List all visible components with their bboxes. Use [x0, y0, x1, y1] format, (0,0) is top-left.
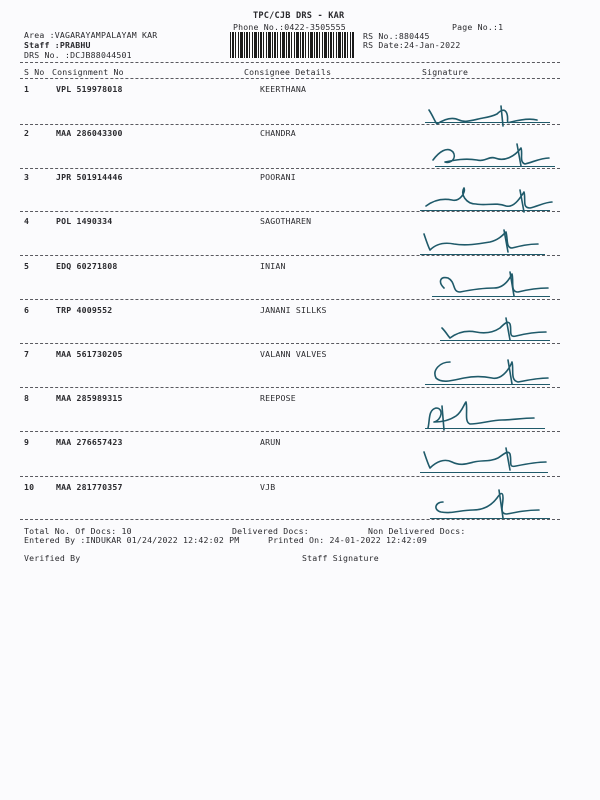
signature-scribble	[425, 140, 555, 176]
staff-signature: Staff Signature	[302, 553, 379, 563]
non-delivered-docs: Non Delivered Docs:	[368, 526, 466, 536]
column-header-signature: Signature	[422, 67, 469, 77]
printed-on: Printed On: 24-01-2022 12:42:09	[268, 535, 428, 545]
signature-scribble	[420, 184, 555, 218]
row-divider	[20, 476, 560, 477]
signature-scribble	[438, 314, 553, 346]
header-divider-bottom	[20, 78, 560, 79]
row-sno: 8	[24, 393, 30, 403]
column-header-consignee: Consignee Details	[244, 67, 332, 77]
column-header-sno: S No	[24, 67, 45, 77]
row-consignment: EDQ 60271808	[56, 261, 118, 271]
delivered-docs: Delivered Docs:	[232, 526, 309, 536]
signature-underline	[435, 166, 555, 167]
signature-scribble	[425, 100, 555, 136]
staff-label: Staff :PRABHU	[24, 40, 91, 50]
row-sno: 10	[24, 482, 35, 492]
signature-underline	[420, 210, 550, 211]
row-consignee: VALANN VALVES	[260, 349, 327, 359]
verified-by: Verified By	[24, 553, 81, 563]
drs-number: DRS No. :DCJB88044501	[24, 50, 132, 60]
rs-date: RS Date:24-Jan-2022	[363, 40, 461, 50]
row-consignee: ARUN	[260, 437, 281, 447]
row-consignment: TRP 4009552	[56, 305, 113, 315]
header-divider-top	[20, 62, 560, 63]
row-consignee: JANANI SILLKS	[260, 305, 327, 315]
row-consignment: MAA 286043300	[56, 128, 123, 138]
row-consignee: SAGOTHAREN	[260, 216, 312, 226]
signature-underline	[430, 518, 550, 519]
row-sno: 9	[24, 437, 30, 447]
signature-underline	[432, 296, 550, 297]
signature-underline	[425, 122, 550, 123]
total-docs: Total No. Of Docs: 10	[24, 526, 132, 536]
row-sno: 5	[24, 261, 30, 271]
row-consignee: INIAN	[260, 261, 286, 271]
row-consignment: MAA 276657423	[56, 437, 123, 447]
signature-scribble	[425, 488, 550, 522]
row-sno: 6	[24, 305, 30, 315]
row-sno: 4	[24, 216, 30, 226]
signature-underline	[425, 384, 550, 385]
row-sno: 3	[24, 172, 30, 182]
row-sno: 1	[24, 84, 30, 94]
row-consignment: VPL 519978018	[56, 84, 123, 94]
area-label: Area :VAGARAYAMPALAYAM KAR	[24, 30, 158, 40]
row-consignee: CHANDRA	[260, 128, 296, 138]
barcode	[230, 32, 354, 58]
row-sno: 2	[24, 128, 30, 138]
signature-underline	[420, 472, 548, 473]
entered-by: Entered By :INDUKAR 01/24/2022 12:42:02 PM	[24, 535, 240, 545]
document-title: TPC/CJB DRS - KAR	[253, 11, 345, 21]
signature-underline	[440, 340, 550, 341]
column-header-consignment: Consignment No	[52, 67, 124, 77]
phone-number: Phone No.:0422-3505555	[233, 22, 346, 32]
rs-number: RS No.:880445	[363, 31, 430, 41]
signature-underline	[425, 428, 545, 429]
row-consignee: POORANI	[260, 172, 296, 182]
signature-underline	[420, 254, 545, 255]
row-consignment: MAA 281770357	[56, 482, 123, 492]
row-consignee: VJB	[260, 482, 276, 492]
row-consignment: POL 1490334	[56, 216, 113, 226]
row-consignee: KEERTHANA	[260, 84, 307, 94]
row-consignment: JPR 501914446	[56, 172, 123, 182]
row-consignment: MAA 285989315	[56, 393, 123, 403]
row-sno: 7	[24, 349, 30, 359]
row-consignee: REEPOSE	[260, 393, 296, 403]
page-number: Page No.:1	[452, 22, 504, 32]
row-consignment: MAA 561730205	[56, 349, 123, 359]
